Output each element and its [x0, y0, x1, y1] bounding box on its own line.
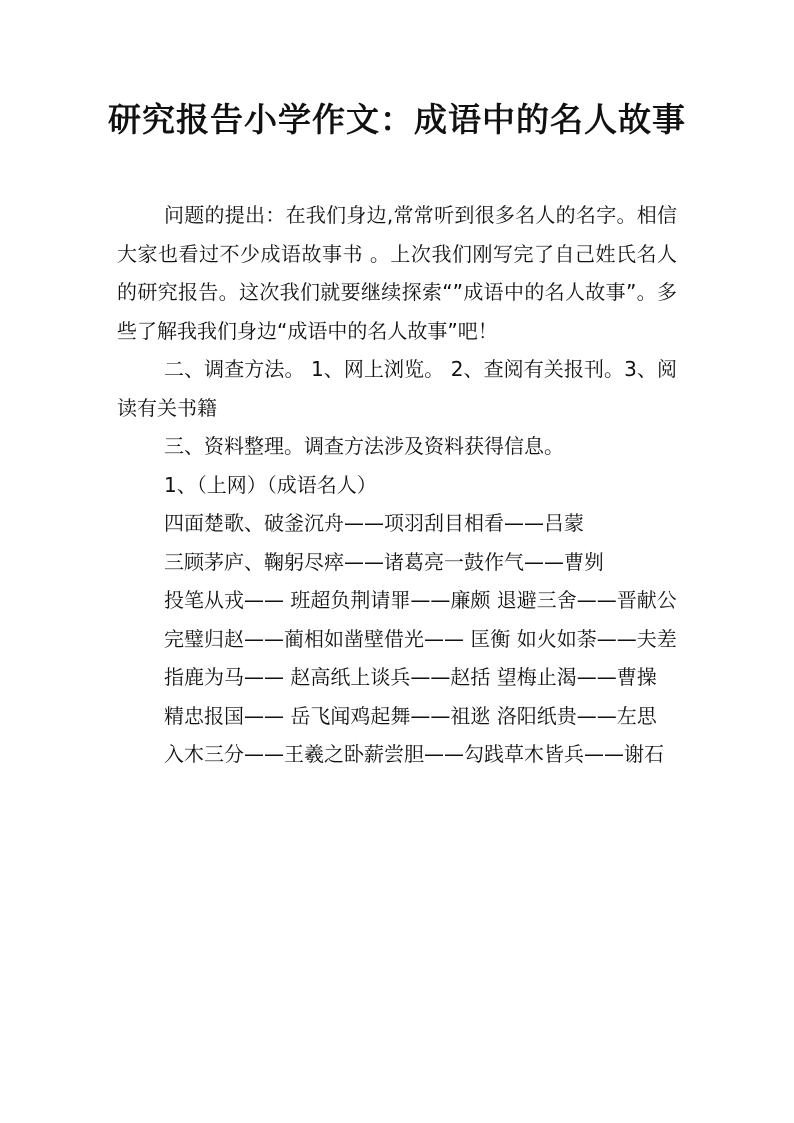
document-body [117, 196, 677, 774]
idiom-line: 完璧归赵——蔺相如凿壁借光—— 匡衡 如火如荼——夫差 [164, 626, 677, 651]
document-title: 研究报告小学作文：成语中的名人故事 [108, 100, 686, 139]
idiom-line: 三顾茅庐、鞠躬尽瘁——诸葛亮一鼓作气——曹刿 [164, 549, 604, 574]
paragraph-methods: 二、调查方法。 1、网上浏览。 2、查阅有关报刊。3、阅读有关书籍 [117, 357, 677, 420]
paragraph-subheading-online: 1、（上网）（成语名人） [164, 472, 377, 497]
idiom-line: 入木三分——王羲之卧薪尝胆——勾践草木皆兵——谢石 [164, 742, 664, 766]
idiom-line: 投笔从戎—— 班超负荆请罪——廉颇 退避三舍——晋献公 [164, 588, 677, 612]
paragraph-intro: 问题的提出：在我们身边,常常听到很多名人的名字。相信大家也看过不少成语故事书 。上次我们刚写完了自己姓氏名人的研究报告。这次我们就要继续探索“”成语中的名人故事”。多些了解我我们身边“成语中的名人故事”吧！ [117, 203, 677, 343]
idiom-line: 四面楚歌、破釜沉舟——项羽刮目相看——吕蒙 [164, 511, 584, 535]
idiom-line: 指鹿为马—— 赵高纸上谈兵——赵括 望梅止渴——曹操 [164, 665, 657, 689]
idiom-line: 精忠报国—— 岳飞闻鸡起舞——祖逖 洛阳纸贵——左思 [164, 703, 657, 728]
paragraph-data-sorting: 三、资料整理。调查方法涉及资料获得信息。 [164, 434, 564, 458]
